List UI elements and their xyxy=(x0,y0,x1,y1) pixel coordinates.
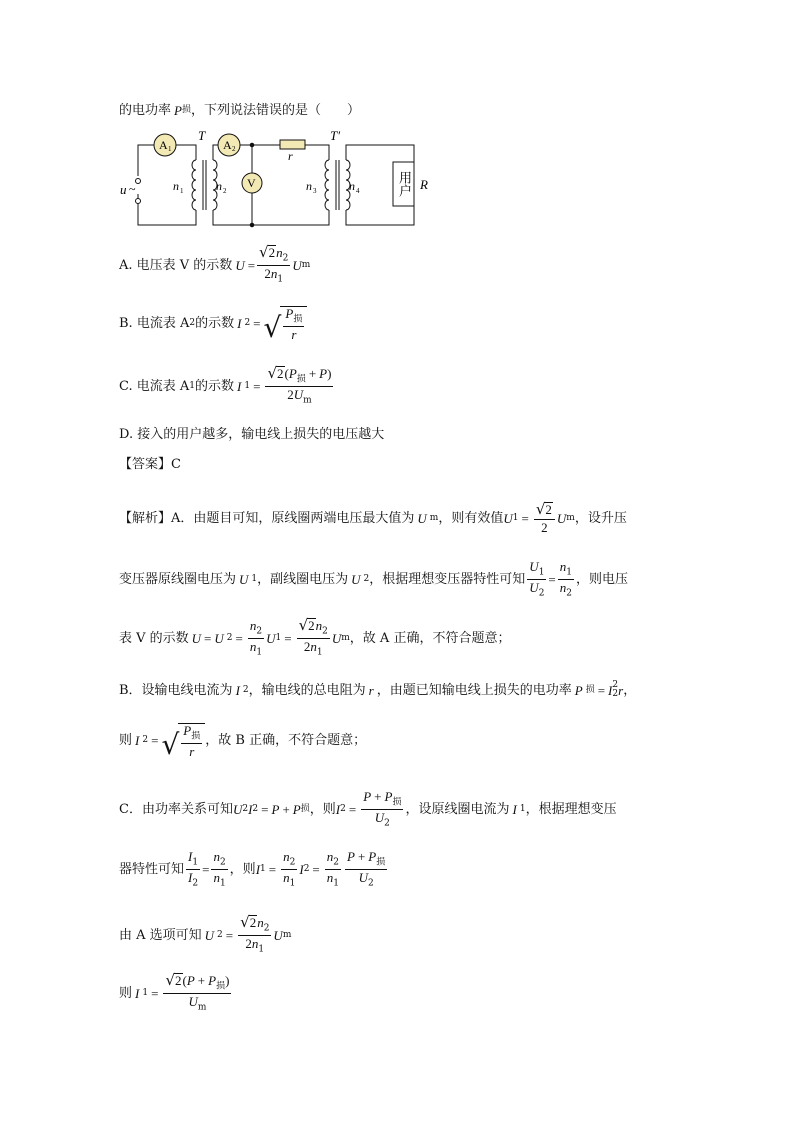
ammeter-a2-sub: 2 xyxy=(232,145,236,153)
ammeter-a1-sub: 1 xyxy=(168,145,172,153)
option-c-fraction: √ 2 $(P_损 + P)$ $2U_m$ xyxy=(267,364,332,406)
ammeter-a2-label: A xyxy=(223,138,232,152)
analysis-label: 【解析】 xyxy=(119,510,172,526)
analysis-line-6: C．由功率关系可知 U 2 I 2 = P + P 损 ，则 I 2 = $\frac{P + P_损}{U_2}$ ，设原线圈电流为 I 1 ，根据理想变压 xyxy=(119,789,617,829)
option-c-text: C. 电流表 A xyxy=(119,378,190,394)
option-a-fraction: √ 2 $n_2$ $2n_1$ xyxy=(259,243,289,285)
analysis-p6-a: C．由功率关系可知 xyxy=(119,802,233,818)
coil-n2-label: n xyxy=(216,179,222,193)
analysis-p1-a: A．由题目可知，原线圈两端电压最大值为 xyxy=(171,510,415,526)
option-b-text: B. 电流表 A xyxy=(119,316,190,332)
answer-label: 【答案】 xyxy=(119,457,172,472)
source-u-label: u xyxy=(120,182,127,197)
power-sub: 损 xyxy=(181,105,191,115)
analysis-p1-b: ，则有效值 xyxy=(438,510,504,526)
coil-n4-label: n xyxy=(349,179,355,193)
coil-n2-sub: 2 xyxy=(223,187,227,195)
option-a-text: A. 电压表 V 的示数 xyxy=(119,257,233,273)
analysis-p4-d: ， xyxy=(623,682,637,698)
analysis-line-5: 则 I 2 = √ $\frac{P_损}{r}$ ，故 B 正确，不符合题意； xyxy=(119,723,367,761)
analysis-line-3: 表 V 的示数 U = U 2 = $\frac{n_2}{n_1}$ U 1 = √ 2 $n_2$ $2n_1$ U m ，故 A 正确，不符合题意； xyxy=(119,616,511,658)
analysis-line-7: 器特性可知 $\frac{I_1}{I_2}$ = $\frac{n_2}{n_1}$ ，则 I 1 = $\frac{n_2}{n_1}$ I 2 = $\frac{n_2}{n_1}$ $\frac{P + P_损}{U_2}$ xyxy=(119,849,386,889)
load-r-label: R xyxy=(420,177,428,192)
coil-n3-sub: 3 xyxy=(313,187,317,195)
power-symbol: P xyxy=(174,103,182,118)
analysis-p2-a: 变压器原线圈电压为 xyxy=(119,572,237,588)
transformer-tp-label: T′ xyxy=(330,128,341,143)
analysis-line-8: 由 A 选项可知 U 2 = √ 2 $n_2$ $2n_1$ U m xyxy=(119,913,292,955)
analysis-p1-c: ，设升压 xyxy=(574,510,627,526)
question-intro xyxy=(119,104,360,117)
analysis-line-9: 则 I 1 = √ 2 $(P + P_损)$ $U_m$ xyxy=(119,971,230,1013)
answer-value: C xyxy=(171,457,181,472)
intro-prefix: 的电功率 xyxy=(119,103,172,118)
ammeter-a1-label: A xyxy=(159,138,168,152)
analysis-p2-b: ，副线圈电压为 xyxy=(257,572,349,588)
option-b-sub: 2 xyxy=(189,318,196,329)
ac-symbol: ~ xyxy=(129,182,136,196)
coil-n4-sub: 4 xyxy=(356,187,360,195)
option-b-sqrt: √ $\frac{P_损}{r}$ xyxy=(264,306,308,342)
transformer-t-label: T xyxy=(198,128,206,143)
analysis-p6-c: ，设原线圈电流为 xyxy=(405,802,510,818)
intro-suffix: ，下列说法错误的是（ ） xyxy=(190,103,360,118)
analysis-p3-a: 表 V 的示数 xyxy=(119,630,189,646)
analysis-p2-c: ，根据理想变压器特性可知 xyxy=(369,572,526,588)
coil-n1-sub: 1 xyxy=(180,187,184,195)
analysis-p5-a: 则 xyxy=(119,733,133,749)
analysis-p7-b: ，则 xyxy=(229,862,256,878)
analysis-p5-b: ，故 B 正确，不符合题意； xyxy=(205,733,367,749)
circuit-diagram xyxy=(118,128,438,232)
analysis-p7-a: 器特性可知 xyxy=(119,862,185,878)
option-b-text2: 的示数 xyxy=(195,316,235,332)
analysis-line-1: 【解析】 A．由题目可知，原线圈两端电压最大值为 U m ，则有效值 U 1 = √ 2 2 U m ，设升压 xyxy=(119,500,627,535)
analysis-p2-d: ，则电压 xyxy=(576,572,629,588)
voltmeter-label: V xyxy=(247,176,256,190)
analysis-p4-a: B．设输电线电流为 xyxy=(119,682,233,698)
option-c-sub: 1 xyxy=(189,380,196,391)
analysis-line-4: B．设输电线电流为 I 2 ，输电线的总电阻为 r ，由题已知输电线上损失的电功率 P 损 = I 2 2 r ， xyxy=(119,680,637,699)
option-d xyxy=(119,428,384,441)
option-d-text: D. 接入的用户越多，输电线上损失的电压越大 xyxy=(119,427,385,442)
analysis-p4-b: ，输电线的总电阻为 xyxy=(248,682,366,698)
analysis-p4-c: ，由题已知输电线上损失的电功率 xyxy=(376,682,572,698)
coil-n1-label: n xyxy=(173,179,179,193)
option-a: A. 电压表 V 的示数 U = √ 2 $n_2$ $2n_1$ U m xyxy=(119,243,311,285)
option-c: C. 电流表 A 1 的示数 I 1 = √ 2 $(P_损 + P)$ $2U_m$ xyxy=(119,364,332,406)
option-c-text2: 的示数 xyxy=(195,378,235,394)
analysis-line-2: 变压器原线圈电压为 U 1 ，副线圈电压为 U 2 ，根据理想变压器特性可知 $\frac{U_1}{U_2}$ = $\frac{n_1}{n_2}$ ，则电压 xyxy=(119,559,629,599)
analysis-p6-d: ，根据理想变压 xyxy=(525,802,617,818)
analysis-p3-b: ，故 A 正确，不符合题意； xyxy=(349,630,511,646)
answer-line xyxy=(119,458,181,471)
resistor-r-label: r xyxy=(288,149,293,163)
analysis-p9-a: 则 xyxy=(119,985,133,1001)
analysis-p6-b: ，则 xyxy=(309,802,336,818)
coil-n3-label: n xyxy=(306,179,312,193)
user-load-label: 用户 xyxy=(396,171,411,197)
analysis-p8-a: 由 A 选项可知 xyxy=(119,927,202,943)
option-b: B. 电流表 A 2 的示数 I 2 = √ $\frac{P_损}{r}$ xyxy=(119,306,307,342)
